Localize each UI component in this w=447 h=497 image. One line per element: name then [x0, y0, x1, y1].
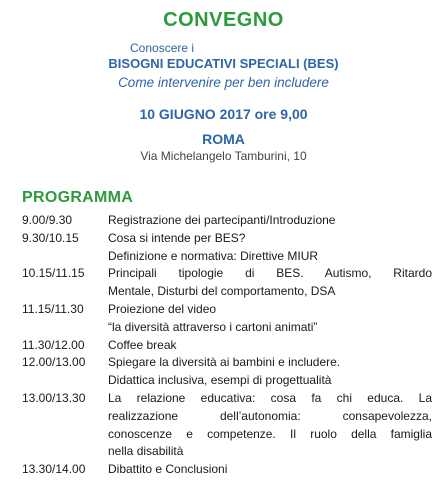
schedule-line: conoscenze e competenze. Il ruolo della famiglia	[108, 426, 432, 441]
schedule-description	[108, 301, 432, 337]
schedule-row	[22, 354, 432, 390]
schedule-description	[108, 212, 432, 230]
schedule-time: 13.30/14.00	[22, 462, 86, 477]
schedule-description	[108, 337, 432, 355]
schedule	[22, 212, 432, 479]
schedule-time: 11.30/12.00	[22, 337, 85, 352]
schedule-description	[108, 390, 432, 461]
schedule-description	[108, 230, 432, 266]
schedule-line: Principali tipologie di BES. Autismo, Ritardo	[108, 266, 432, 281]
event-subtitle-intro: Conoscere i	[130, 41, 195, 55]
event-subtitle-main: BISOGNI EDUCATIVI SPECIALI (BES)	[108, 56, 339, 71]
schedule-time: 9.30/10.15	[22, 230, 79, 245]
schedule-time: 9.00/9.30	[22, 213, 73, 227]
schedule-row	[22, 390, 432, 461]
schedule-row	[22, 337, 432, 355]
schedule-time: 12.00/13.00	[22, 355, 86, 370]
schedule-time: 13.00/13.30	[22, 390, 86, 405]
schedule-line: Mentale, Disturbi del comportamento, DSA	[108, 284, 336, 299]
schedule-line: nella disabilità	[108, 444, 184, 459]
schedule-line: La relazione educativa: cosa fa chi educa. La	[108, 390, 432, 405]
schedule-line: Coffee break	[108, 337, 177, 352]
schedule-description	[108, 265, 432, 301]
event-title: CONVEGNO	[163, 9, 284, 31]
schedule-line: Didattica inclusiva, esempi di progettualità	[108, 373, 332, 388]
schedule-description	[108, 354, 432, 390]
schedule-description	[108, 461, 432, 479]
schedule-time: 11.15/11.30	[22, 301, 84, 316]
schedule-line: Registrazione dei partecipanti/Introduzione	[108, 213, 336, 227]
programma-heading: PROGRAMMA	[22, 189, 134, 206]
schedule-line: realizzazione dell’autonomia: consapevolezza,	[108, 408, 432, 423]
event-subtitle-tagline: Come intervenire per ben includere	[118, 75, 329, 90]
schedule-line: Cosa si intende per BES?	[108, 230, 246, 245]
schedule-line: Definizione e normativa: Direttive MIUR	[108, 248, 319, 263]
schedule-row	[22, 301, 432, 337]
event-date: 10 GIUGNO 2017 ore 9,00	[139, 106, 308, 122]
event-address: Via Michelangelo Tamburini, 10	[140, 149, 307, 163]
schedule-row	[22, 230, 432, 266]
schedule-row	[22, 212, 432, 230]
schedule-line: Dibattito e Conclusioni	[108, 462, 228, 477]
schedule-line: Spiegare la diversità ai bambini e includere.	[108, 355, 341, 370]
event-city: ROMA	[202, 131, 245, 147]
schedule-time: 10.15/11.15	[22, 266, 85, 281]
schedule-line: “la diversità attraverso i cartoni animati”	[108, 319, 318, 334]
schedule-row	[22, 461, 432, 479]
schedule-row	[22, 265, 432, 301]
schedule-line: Proiezione del video	[108, 301, 217, 316]
